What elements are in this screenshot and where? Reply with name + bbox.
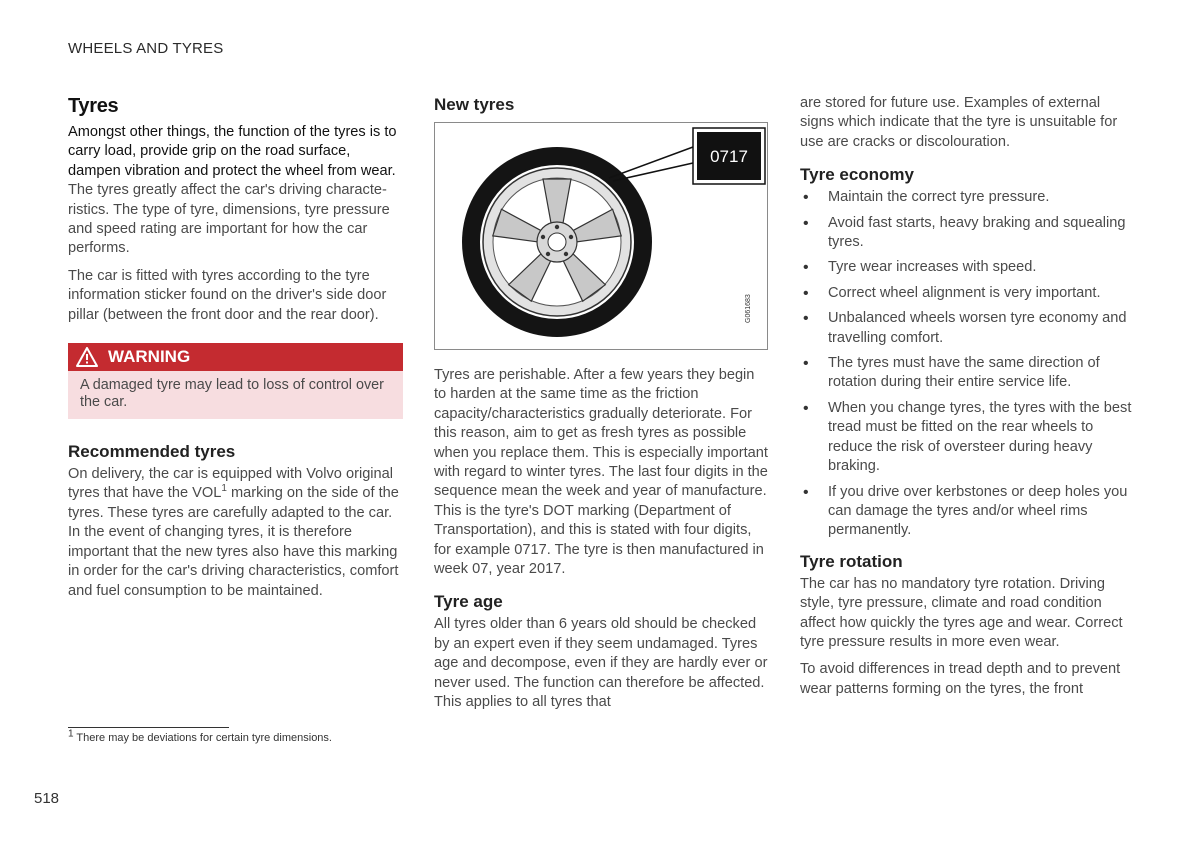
footnote [68, 728, 332, 744]
tyre-dot-marking-illustration [435, 123, 767, 349]
figure-code: G061683 [745, 294, 752, 323]
subsection-title-recommended: Recommended tyres [68, 442, 236, 462]
list-item: • Maintain the correct tyre pressure. [800, 188, 1135, 207]
paragraph: The car is fitted with tyres according to the tyre information sticker found on the driver's side door pillar (between the front door and the rear door). [68, 267, 387, 323]
lead-paragraph: Amongst other things, the function of the tyres is to carry load, provide grip on the road surface, dampen vibration and protect the wheel from wear. [68, 124, 397, 179]
paragraph: The tyres greatly affect the car's driving characteristics. The type of tyre, dimensions, tyre pressure and speed rating are important for how the car performs. [68, 182, 390, 257]
tyre-illustration [434, 122, 768, 350]
warning-box [68, 343, 403, 419]
paragraph-perishable: Tyres are perishable. After a few years they begin to harden at the same time as the friction capacity/characteristics gradually deteriorate. For this reason, aim to get as fresh tyres as possible when you replace them. This is especially important with regard to winter tyres. The last four digits in the sequence mean the week and year of manufacture. This is the tyre's DOT marking (Department of Transportation), and this is stated with four digits, for example 0717. The tyre is then manufactured in week 07, year 2017. [434, 367, 768, 578]
subsection-title-economy: Tyre economy [800, 165, 915, 185]
warning-header [68, 343, 403, 371]
subsection-title-tyre-age: Tyre age [434, 592, 503, 612]
list-item: • When you change tyres, the tyres with the best tread must be fitted on the rear wheels to reduce the risk of oversteer during heavy braking. [800, 399, 1135, 477]
section-title-tyres: Tyres [68, 95, 119, 117]
list-item: • The tyres must have the same direction of rotation during their entire service life. [800, 354, 1135, 393]
list-item: • Tyre wear increases with speed. [800, 258, 1135, 277]
column-2 [434, 94, 770, 721]
paragraph-recommended [68, 465, 403, 601]
text-run: On delivery, the car is equipped with Volvo original tyres that have the VOL [68, 466, 394, 502]
footnote-ref: 1 [221, 483, 227, 495]
warning-triangle-icon [76, 347, 98, 367]
paragraph-tyre-age: All tyres older than 6 years old should be checked by an expert even if they seem undamaged. Tyres age and decompose, even if they are hardly ever or never used. The function can therefore be affected. This applies to all tyres that [434, 616, 768, 711]
footnote-text: There may be deviations for certain tyre dimensions. [76, 732, 332, 744]
subsection-title-rotation: Tyre rotation [800, 551, 903, 571]
warning-text: A damaged tyre may lead to loss of control over the car. [68, 371, 403, 419]
running-header: WHEELS AND TYRES [68, 40, 224, 57]
paragraph-continued: are stored for future use. Examples of external signs which indicate that the tyre is unsuitable for use are cracks or discolouration. [800, 95, 1118, 150]
economy-list [800, 188, 1135, 541]
text-run: marking on the side of the tyres. These tyres are carefully adapted to the car. In the event of changing tyres, it is therefore important that the new tyres also have this marking in order for the car's driving characteristics, comfort and fuel consumption to be maintained. [68, 485, 399, 599]
list-item: • Avoid fast starts, heavy braking and squealing tyres. [800, 214, 1135, 253]
dot-code-label: 0717 [710, 147, 748, 166]
list-item: • If you drive over kerbstones or deep holes you can damage the tyres and/or wheel rims permanently. [800, 483, 1135, 541]
column-3 [800, 94, 1135, 707]
subsection-title-new-tyres: New tyres [434, 95, 515, 114]
list-item: • Correct wheel alignment is very important. [800, 284, 1135, 303]
paragraph-rotation-2: To avoid differences in tread depth and to prevent wear patterns forming on the tyres, the front [800, 661, 1121, 697]
footnote-mark: 1 [68, 728, 74, 740]
warning-label: WARNING [108, 347, 191, 367]
page-number: 518 [34, 790, 60, 807]
paragraph-rotation-1: The car has no mandatory tyre rotation. Driving style, tyre pressure, climate and road condition affect how quickly the tyres age and wear. Correct tyre pressure results in more even wear. [800, 575, 1123, 650]
list-item: • Unbalanced wheels worsen tyre economy and travelling comfort. [800, 309, 1135, 348]
column-1 [68, 94, 403, 609]
footnote-divider [68, 727, 229, 728]
